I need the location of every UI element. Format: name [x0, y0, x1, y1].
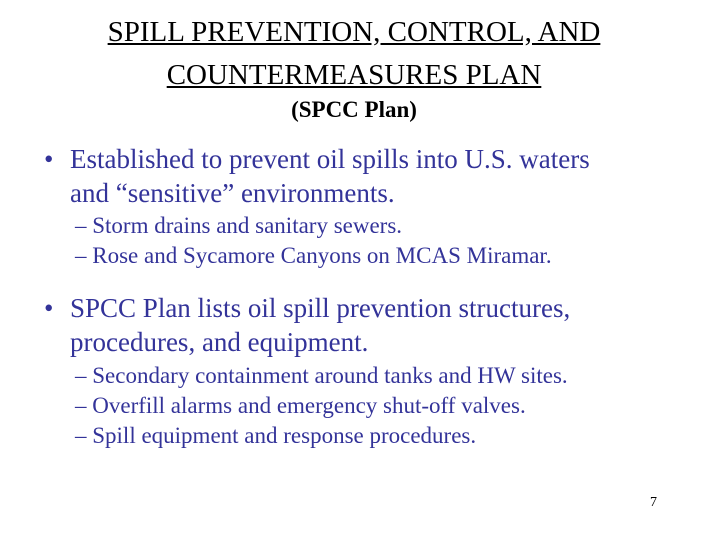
- slide-title-line1: SPILL PREVENTION, CONTROL, AND: [107, 16, 601, 48]
- slide-title-line2: COUNTERMEASURES PLAN: [166, 59, 542, 91]
- bullet-text-line1: Established to prevent oil spills into U.S. waters: [70, 144, 590, 174]
- page-number: 7: [650, 495, 657, 510]
- bullet-1: [44, 142, 590, 210]
- sub-bullet: – Secondary containment around tanks and HW sites.: [75, 363, 568, 388]
- sub-bullet: – Overfill alarms and emergency shut-off valves.: [75, 393, 526, 418]
- bullet-text-line1: SPCC Plan lists oil spill prevention structures,: [70, 293, 571, 323]
- sub-bullet: – Rose and Sycamore Canyons on MCAS Miramar.: [75, 243, 552, 268]
- sub-bullet: – Spill equipment and response procedures.: [75, 423, 477, 448]
- sub-bullet: – Storm drains and sanitary sewers.: [75, 213, 403, 238]
- bullet-marker: •: [44, 144, 54, 174]
- bullet-marker: •: [44, 293, 54, 323]
- slide-subtitle: (SPCC Plan): [291, 97, 417, 122]
- bullet-text-line2: procedures, and equipment.: [70, 327, 369, 357]
- bullet-text-line2: and “sensitive” environments.: [70, 178, 395, 208]
- bullet-2: [44, 291, 570, 359]
